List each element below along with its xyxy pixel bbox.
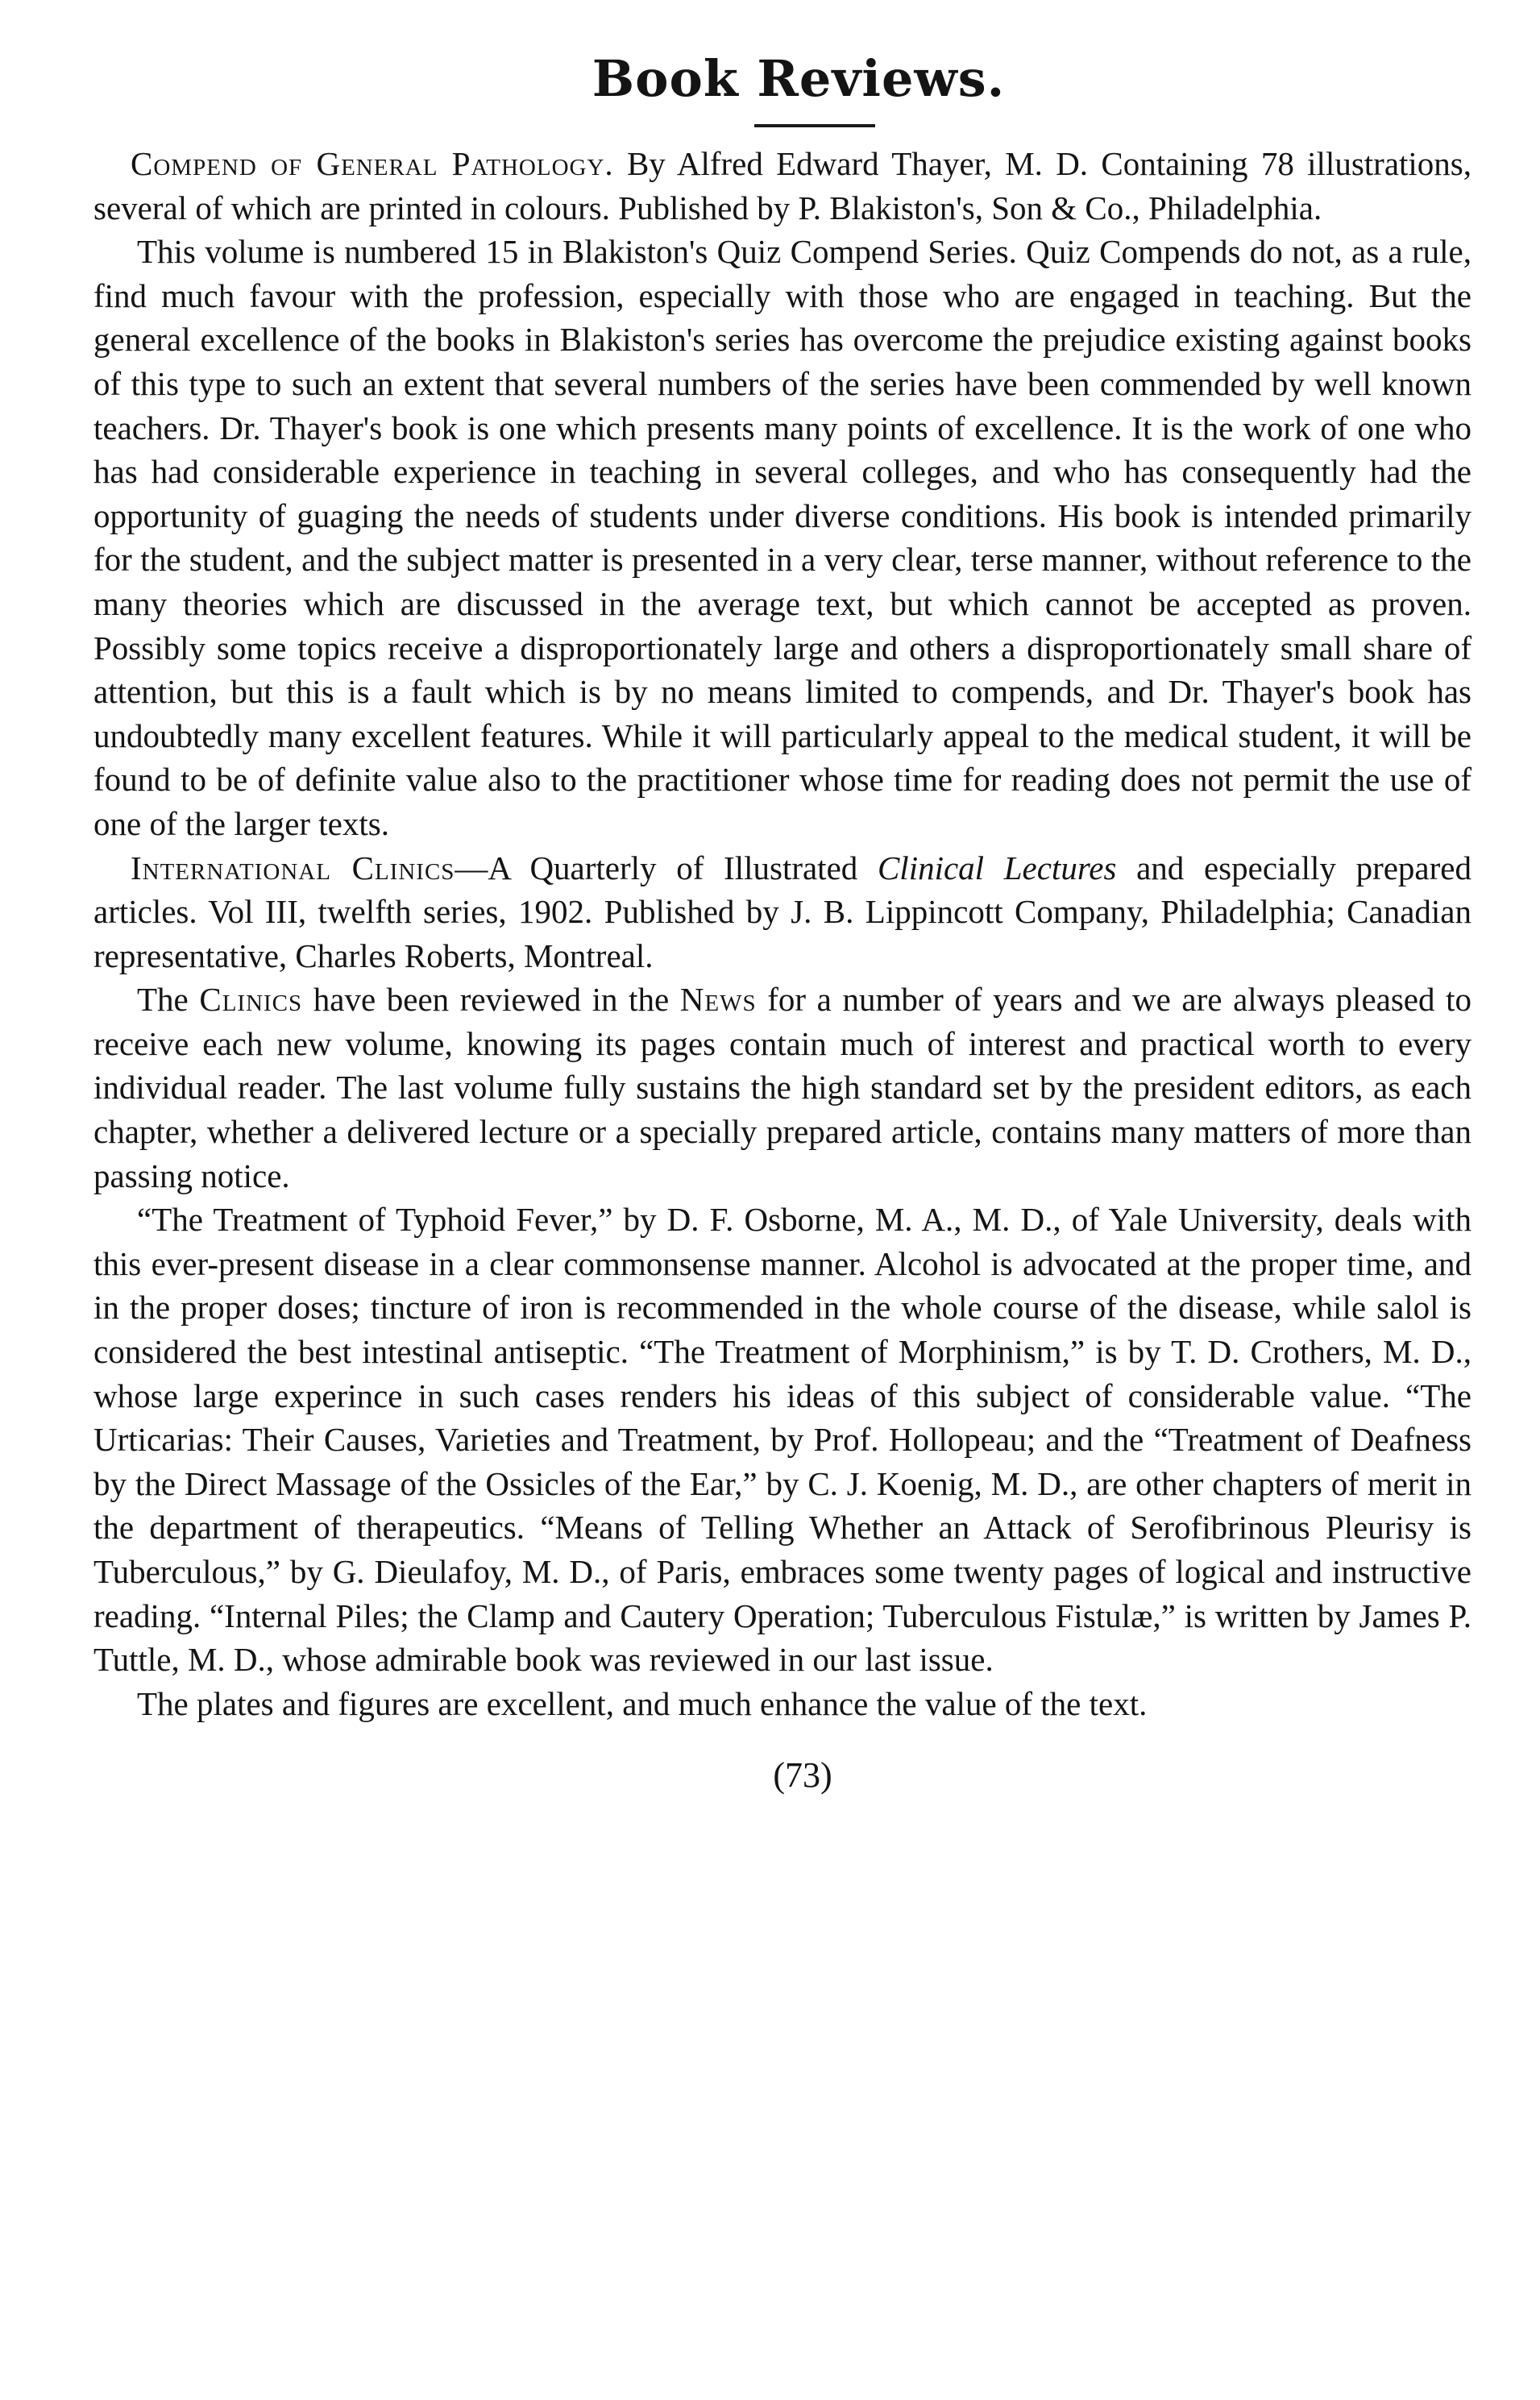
- review-clinics-citation-italic: Clinical Lectures: [877, 849, 1117, 887]
- review-clinics-citation-a: —A Quarterly of Illustrated: [455, 849, 878, 887]
- review-clinics-citation: [93, 846, 1472, 978]
- page-number: (73): [773, 1755, 832, 1796]
- review-clinics-heading: International Clinics: [131, 849, 455, 887]
- title-rule: [754, 124, 875, 127]
- para1-part-a: The: [137, 981, 200, 1019]
- review-clinics-para-3: The plates and figures are excellent, and much enhance the value of the text.: [137, 1684, 1148, 1722]
- review-clinics-citation-b: and especially prepared articles. Vol III, twelfth series, 1902. Published by J. B. Lippincott Company, Philadelphia; Canadian representative, Charles Roberts, Montreal.: [93, 849, 1472, 974]
- page: [93, 48, 1472, 1800]
- page-title: Book Reviews.: [592, 49, 1006, 108]
- review-compend-citation-text: By Alfred Edward Thayer, M. D. Containing 78 illustrations, several of which are printed in colours. Published by P. Blakiston's, Son & Co., Philadelphia.: [93, 145, 1472, 226]
- review-clinics-para-1: [93, 978, 1472, 1198]
- para1-part-b: have been reviewed in the: [302, 981, 680, 1019]
- para1-part-c: for a number of years and we are always pleased to receive each new volume, knowing its pages contain much of interest and practical worth to every individual reader. The last volume fully sustains the high standard set by the president editors, as each chapter, whether a delivered lecture or a specially prepared article, contains many matters of more than passing notice.: [93, 981, 1472, 1194]
- review-clinics-para-2: “The Treatment of Typhoid Fever,” by D. F. Osborne, M. A., M. D., of Yale University, deals with this ever-present disease in a clear commonsense manner. Alcohol is advocated at the proper time, and in the proper doses; tincture of iron is recommended in the whole course of the disease, while salol is considered the best intestinal antiseptic. “The Treatment of Morphinism,” is by T. D. Crothers, M. D., whose large experince in such cases renders his ideas of this subject of considerable value. “The Urticarias: Their Causes, Varieties and Treatment, by Prof. Hollopeau; and the “Treatment of Deafness by the Direct Massage of the Ossicles of the Ear,” by C. J. Koenig, M. D., are other chapters of merit in the department of therapeutics. “Means of Telling Whether an Attack of Serofibrinous Pleurisy is Tuberculous,” by G. Dieulafoy, M. D., of Paris, embraces some twenty pages of logical and instructive reading. “Internal Piles; the Clamp and Cautery Operation; Tuberculous Fistulæ,” is written by James P. Tuttle, M. D., whose admirable book was reviewed in our last issue.: [93, 1201, 1472, 1679]
- review-compend-citation: [93, 142, 1472, 230]
- review-compend-heading: Compend of General Pathology.: [131, 145, 614, 182]
- para1-news-word: News: [679, 981, 757, 1019]
- review-compend-body: This volume is numbered 15 in Blakiston's Quiz Compend Series. Quiz Compends do not, as a rule, find much favour with the profession, especially with those who are engaged in teaching. But the general excellence of the books in Blakiston's series has overcome the prejudice existing against books of this type to such an extent that several numbers of the series have been commended by well known teachers. Dr. Thayer's book is one which presents many points of excellence. It is the work of one who has had considerable experience in teaching in several colleges, and who has consequently had the opportunity of guaging the needs of students under diverse conditions. His book is intended primarily for the student, and the subject matter is presented in a very clear, terse manner, without reference to the many theories which are discussed in the average text, but which cannot be accepted as proven. Possibly some topics receive a disproportionately large and others a disproportionately small share of attention, but this is a fault which is by no means limited to compends, and Dr. Thayer's book has undoubtedly many excellent features. While it will particularly appeal to the medical student, it will be found to be of definite value also to the practitioner whose time for reading does not permit the use of one of the larger texts.: [93, 233, 1472, 842]
- para1-clinics-word: Clinics: [199, 981, 303, 1019]
